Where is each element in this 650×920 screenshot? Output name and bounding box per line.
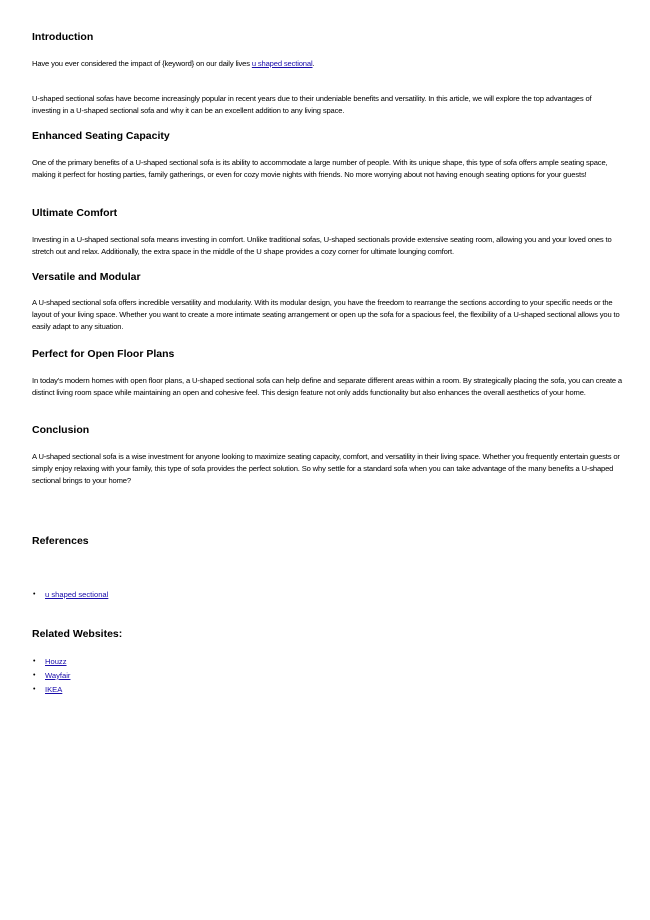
bullet: •: [33, 591, 36, 598]
related-websites-list: [32, 655, 70, 697]
section-heading-seating: Enhanced Seating Capacity: [32, 130, 170, 142]
section-text-open-floor: In today's modern homes with open floor plans, a U-shaped sectional sofa can help define and separate different areas within a room. By strategically placing the sofa, you can create a distinct living room space while maintaining an open and cohesive feel. This design feature not only adds functionality but also enhances the overall aesthetics of your home.: [32, 376, 623, 398]
related-link-ikea[interactable]: IKEA: [45, 685, 63, 694]
list-item: [32, 588, 108, 602]
references-heading: References: [32, 535, 89, 547]
section-text-seating: One of the primary benefits of a U-shaped sectional sofa is its ability to accommodate a large number of people. With its unique shape, this type of sofa offers ample seating space, making it perfect for hosting parties, family gatherings, or even for cozy movie nights with friends. No more worrying about not having enough seating options for your guests!: [32, 158, 608, 180]
section-heading-versatile: Versatile and Modular: [32, 271, 141, 283]
section-heading-comfort: Ultimate Comfort: [32, 207, 118, 219]
intro-text: Have you ever considered the impact of {keyword} on our daily lives: [32, 59, 252, 68]
list-item: [32, 669, 70, 683]
section-heading-open-floor: Perfect for Open Floor Plans: [32, 348, 175, 360]
list-item: [32, 655, 70, 669]
related-link-wayfair[interactable]: Wayfair: [45, 671, 71, 680]
bullet: •: [33, 672, 36, 679]
intro-line: [32, 58, 622, 70]
reference-link[interactable]: u shaped sectional: [45, 590, 109, 599]
related-websites-heading: Related Websites:: [32, 628, 123, 640]
references-list: [32, 588, 108, 602]
intro-keyword-link[interactable]: u shaped sectional: [251, 59, 313, 68]
section-text-conclusion: A U-shaped sectional sofa is a wise investment for anyone looking to maximize seating capacity, comfort, and versatility in their living space. Whether you frequently entertain guests or simply enjoy relaxing with your family, this type of sofa provides the perfect solution. So why settle for a standard sofa when you can take advantage of the many benefits a U-shaped sectional brings to your home?: [32, 452, 620, 486]
bullet: •: [33, 686, 36, 693]
bullet: •: [33, 658, 36, 665]
intro-heading: Introduction: [32, 31, 94, 43]
section-heading-conclusion: Conclusion: [32, 424, 90, 436]
intro-text-end: .: [312, 59, 315, 68]
list-item: [32, 683, 70, 697]
related-link-houzz[interactable]: Houzz: [45, 657, 67, 666]
intro-paragraph: U-shaped sectional sofas have become increasingly popular in recent years due to their undeniable benefits and versatility. In this article, we will explore the top advantages of investing in a U-shaped sectional sofa and why it can be an excellent addition to any living space.: [32, 94, 592, 116]
section-text-versatile: A U-shaped sectional sofa offers incredible versatility and modularity. With its modular design, you have the freedom to rearrange the sections according to your specific needs or the layout of your living space. Whether you want to create a more intimate seating arrangement or open up the sofa for a spacious feel, the flexibility of a U-shaped sectional allows you to easily adapt to any situation.: [32, 298, 620, 332]
section-text-comfort: Investing in a U-shaped sectional sofa means investing in comfort. Unlike traditional sofas, U-shaped sectionals provide extensive seating room, allowing you and your loved ones to stretch out and relax. Additionally, the extra space in the middle of the U shape provides a cozy corner for ultimate lounging comfort.: [32, 235, 612, 257]
